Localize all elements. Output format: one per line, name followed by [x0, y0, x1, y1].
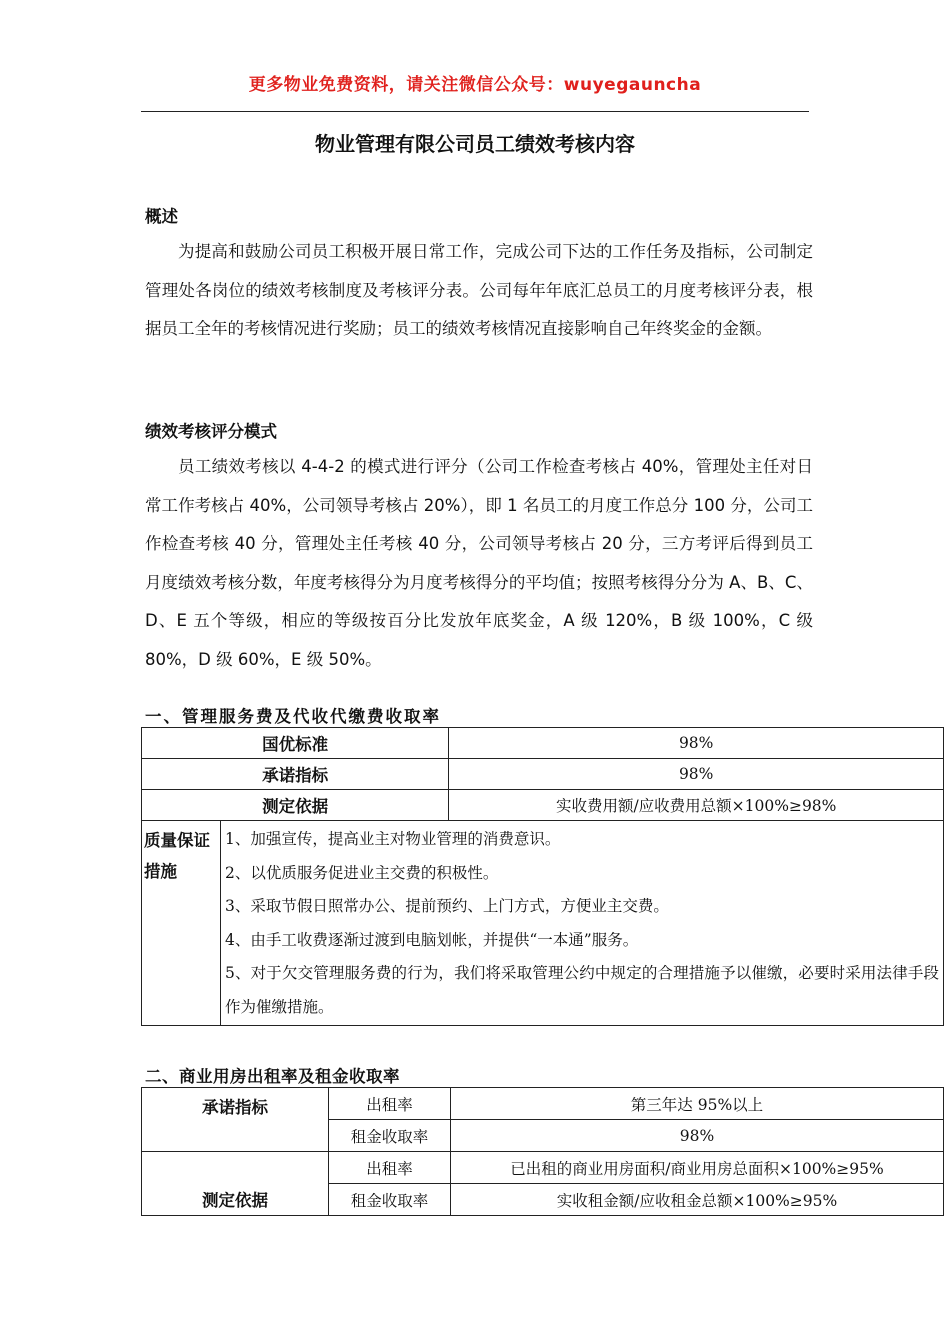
- mode-heading: 绩效考核评分模式: [145, 422, 277, 441]
- value-cell: 98%: [451, 1120, 944, 1152]
- table-row: [142, 1152, 944, 1184]
- item-cell: 租金收取率: [329, 1184, 451, 1216]
- group-label: 测定依据: [142, 1152, 329, 1216]
- measure-item: 5、对于欠交管理服务费的行为，我们将采取管理公约中规定的合理措施予以催缴，必要时采用法律手段作为催缴措施。: [225, 964, 939, 1016]
- value-cell: 实收租金额/应收租金总额×100%≥95%: [451, 1184, 944, 1216]
- table-row: [142, 1088, 944, 1120]
- item-cell: 出租率: [329, 1152, 451, 1184]
- collection-rate-table: [141, 727, 944, 1026]
- measures-label: 质量保证措施: [142, 821, 221, 1026]
- measures-cell: [221, 821, 944, 1026]
- row-label: 承诺指标: [142, 759, 449, 790]
- row-label: 国优标准: [142, 728, 449, 759]
- value-cell: 已出租的商业用房面积/商业用房总面积×100%≥95%: [451, 1152, 944, 1184]
- table-row: [142, 790, 944, 821]
- measure-item: 3、采取节假日照常办公、提前预约、上门方式，方便业主交费。: [225, 897, 669, 916]
- page-title: 物业管理有限公司员工绩效考核内容: [315, 132, 635, 156]
- table-row: [142, 759, 944, 790]
- promo-banner: 更多物业免费资料，请关注微信公众号：wuyegauncha: [248, 75, 702, 95]
- table1-heading: 一、管理服务费及代收代缴费收取率: [145, 707, 441, 726]
- item-cell: 租金收取率: [329, 1120, 451, 1152]
- row-value: 98%: [449, 759, 944, 790]
- overview-paragraph: 为提高和鼓励公司员工积极开展日常工作，完成公司下达的工作任务及指标，公司制定管理处各岗位的绩效考核制度及考核评分表。公司每年年底汇总员工的月度考核评分表，根据员工全年的考核情况进行奖励；员工的绩效考核情况直接影响自己年终奖金的金额。: [145, 242, 813, 338]
- value-cell: 第三年达 95%以上: [451, 1088, 944, 1120]
- table-row: [142, 728, 944, 759]
- group-label: 承诺指标: [142, 1088, 329, 1152]
- measure-item: 1、加强宣传，提高业主对物业管理的消费意识。: [225, 830, 561, 848]
- mode-paragraph: 员工绩效考核以 4-4-2 的模式进行评分（公司工作检查考核占 40%，管理处主任对日常工作考核占 40%，公司领导考核占 20%），即 1 名员工的月度工作总分 100 分，公司工作检查考核 40 分，管理处主任考核 40 分，公司领导考核占 20 分，三方考评后得到员工月度绩效考核分数，年度考核得分为月度考核得分的平均值；按照考核得分分为 A、B、C、D、E 五个等级，相应的等级按百分比发放年底奖金，A 级 120%，B 级 100%，C 级 80%，D 级 60%，E 级 50%。: [145, 457, 813, 669]
- rental-rate-table: [141, 1087, 944, 1216]
- item-cell: 出租率: [329, 1088, 451, 1120]
- row-label: 测定依据: [142, 790, 449, 821]
- table2-heading: 二、商业用房出租率及租金收取率: [145, 1067, 400, 1086]
- table-row: [142, 821, 944, 1026]
- measure-item: 2、以优质服务促进业主交费的积极性。: [225, 863, 499, 882]
- row-value: 实收费用额/应收费用总额×100%≥98%: [449, 790, 944, 821]
- overview-heading: 概述: [145, 207, 178, 226]
- row-value: 98%: [449, 728, 944, 759]
- measure-item: 4、由手工收费逐渐过渡到电脑划帐，并提供“一本通”服务。: [225, 930, 639, 949]
- header-divider: [141, 111, 809, 112]
